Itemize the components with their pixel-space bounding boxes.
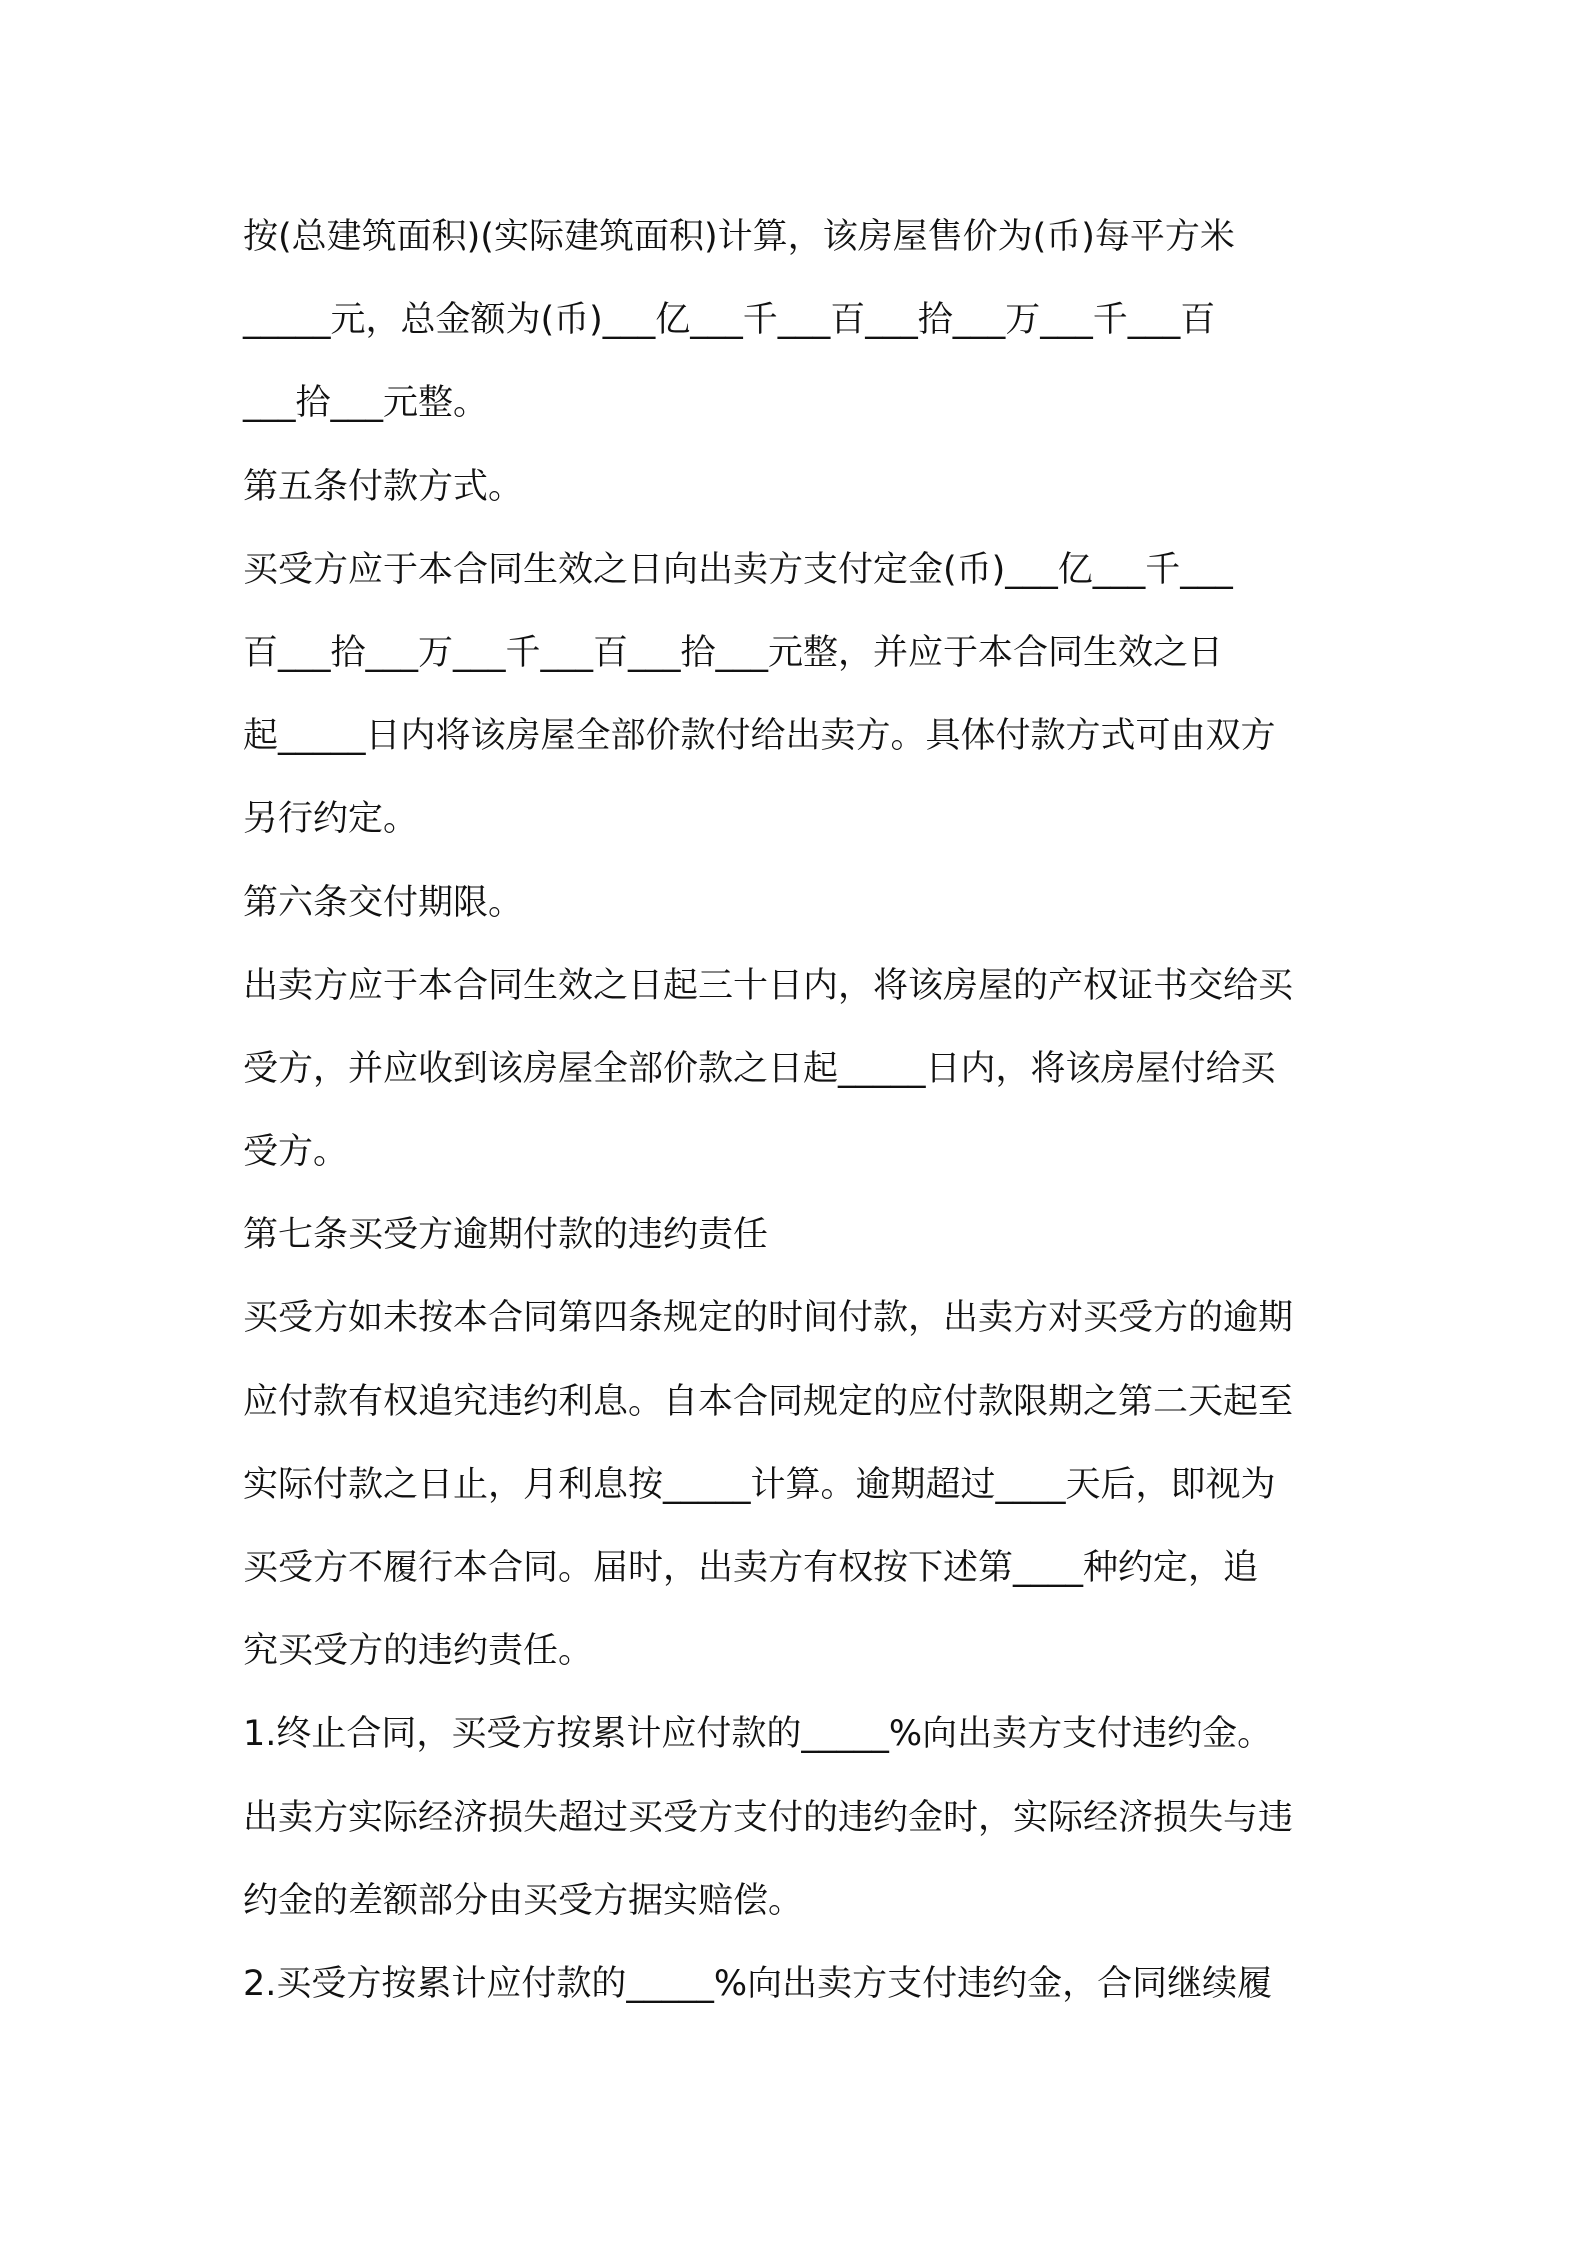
document-body <box>243 196 1363 2026</box>
text-line: 受方。 <box>243 1132 349 1173</box>
text-line: 百___拾___万___千___百___拾___元整，并应于本合同生效之日 <box>243 632 1224 673</box>
text-line: 另行约定。 <box>243 799 419 840</box>
text-line: 实际付款之日止，月利息按_____计算。逾期超过____天后，即视为 <box>243 1464 1276 1505</box>
section-heading: 第六条交付期限。 <box>243 882 524 923</box>
text-line: 出卖方实际经济损失超过买受方支付的违约金时，实际经济损失与违 <box>243 1797 1294 1838</box>
list-item: 1.终止合同，买受方按累计应付款的_____%向出卖方支付违约金。 <box>243 1714 1273 1755</box>
text-line: 应付款有权追究违约利息。自本合同规定的应付款限期之第二天起至 <box>243 1381 1294 1422</box>
text-line: 买受方如未按本合同第四条规定的时间付款，出卖方对买受方的逾期 <box>243 1298 1294 1339</box>
list-item: 2.买受方按累计应付款的_____%向出卖方支付违约金，合同继续履 <box>243 1963 1273 2004</box>
text-line: 按(总建筑面积)(实际建筑面积)计算，该房屋售价为(币)每平方米 <box>243 217 1235 257</box>
text-line: 起_____日内将该房屋全部价款付给出卖方。具体付款方式可由双方 <box>243 716 1276 757</box>
text-line: 受方，并应收到该房屋全部价款之日起_____日内，将该房屋付给买 <box>243 1048 1276 1089</box>
text-line: 究买受方的违约责任。 <box>243 1631 594 1672</box>
text-line: 约金的差额部分由买受方据实赔偿。 <box>243 1880 804 1921</box>
section-heading: 第五条付款方式。 <box>243 466 524 507</box>
text-line: 买受方不履行本合同。届时，出卖方有权按下述第____种约定，追 <box>243 1548 1259 1588</box>
text-line: _____元，总金额为(币)___亿___千___百___拾___万___千___百 <box>243 300 1216 341</box>
text-line: ___拾___元整。 <box>243 383 489 424</box>
text-line: 出卖方应于本合同生效之日起三十日内，将该房屋的产权证书交给买 <box>243 965 1294 1006</box>
text-line: 买受方应于本合同生效之日向出卖方支付定金(币)___亿___千___ <box>243 549 1233 590</box>
section-heading: 第七条买受方逾期付款的违约责任 <box>243 1215 769 1256</box>
